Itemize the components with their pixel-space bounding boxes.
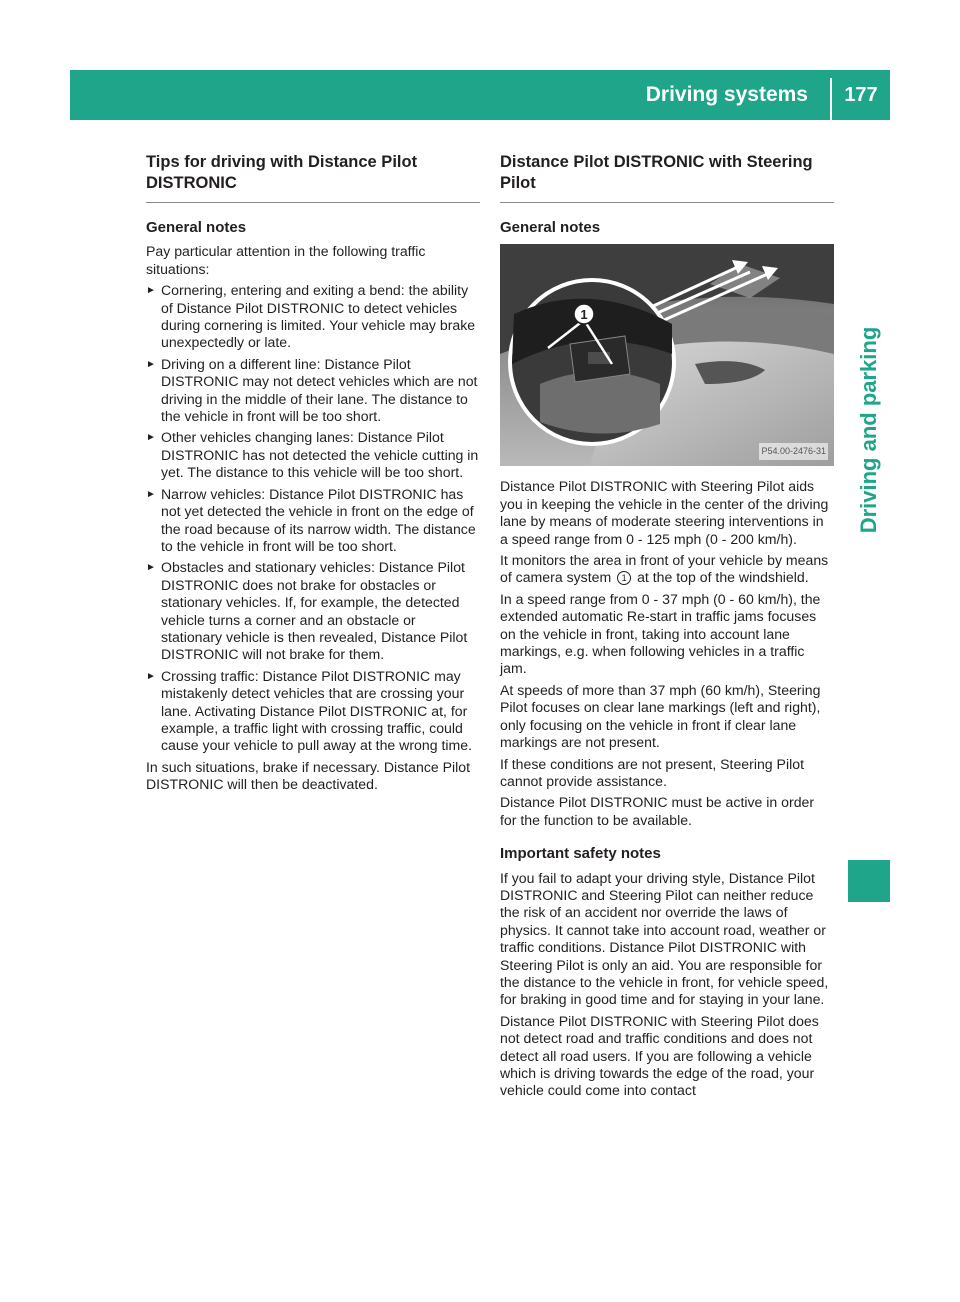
windshield-illustration: [500, 244, 834, 466]
header-bar: [70, 70, 890, 120]
figure-callout-1: 1: [580, 307, 588, 323]
right-section-title: Distance Pilot DISTRONIC with Steering Pilot: [500, 152, 834, 203]
bullet-icon: ►: [146, 488, 156, 500]
list-item: [146, 668, 480, 755]
list-item: [146, 282, 480, 352]
right-p5: If these conditions are not present, Steering Pilot cannot provide assistance.: [500, 755, 804, 789]
right-p2-before: It monitors the area in front of your vehicle by means of camera system: [500, 552, 829, 586]
bullet-icon: ►: [146, 670, 156, 682]
chapter-tab-label: Driving and parking: [856, 326, 881, 534]
callout-1-icon: 1: [617, 571, 631, 585]
bullet-icon: ►: [146, 562, 156, 574]
bullet-icon: ►: [146, 358, 156, 370]
bullet-icon: ►: [146, 285, 156, 297]
list-item-text: Driving on a different line: Distance Pilot DISTRONIC may not detect vehicles which are not driving in the middle of their lane. The distance to the vehicle in front will be too short.: [161, 355, 478, 425]
chapter-tab: [848, 250, 890, 610]
safety-p1: If you fail to adapt your driving style, Distance Pilot DISTRONIC and Steering Pilot can neither reduce the risk of an accident nor override the laws of physics. It cannot take into account road, weather or traffic conditions. Distance Pilot DISTRONIC with Steering Pilot is only an aid. You are responsible for the distance to the vehicle in front, for vehicle speed, for braking in good time and for staying in your lane.: [500, 869, 829, 1008]
right-p3: In a speed range from 0 - 37 mph (0 - 60 km/h), the extended automatic Re-start in traffic jams focuses on the vehicle in front, taking into account lane markings, e.g. when following vehicles in a traffic jam.: [500, 590, 821, 677]
left-section-title: Tips for driving with Distance Pilot DISTRONIC: [146, 152, 480, 203]
list-item: [146, 356, 480, 426]
right-column: [500, 152, 834, 1104]
list-item-text: Cornering, entering and exiting a bend: the ability of Distance Pilot DISTRONIC to detect vehicles during cornering is limited. Your vehicle may brake unexpectedly or late.: [161, 282, 476, 351]
list-item-text: Crossing traffic: Distance Pilot DISTRONIC may mistakenly detect vehicles that are crossing your lane. Activating Distance Pilot DISTRONIC at, for example, a traffic light with crossing traffic, could cause your vehicle to pull away at the wrong time.: [161, 667, 473, 754]
list-item: [146, 486, 480, 556]
left-closing: In such situations, brake if necessary. Distance Pilot DISTRONIC will then be deactivated.: [146, 758, 471, 793]
safety-p2: Distance Pilot DISTRONIC with Steering Pilot does not detect road and traffic conditions and does not detect all road users. If you are following a vehicle which is driving towards the edge of the road, your vehicle could come into contact: [500, 1012, 819, 1099]
safety-notes-heading: Important safety notes: [500, 845, 661, 863]
page-number: 177: [844, 84, 878, 106]
left-column: [146, 152, 480, 798]
right-p1: Distance Pilot DISTRONIC with Steering Pilot aids you in keeping the vehicle in the center of the driving lane by means of moderate steering interventions in a speed range from 0 - 125 mph (0 - 200 km/h).: [500, 478, 829, 547]
list-item: [146, 429, 480, 481]
right-p4: At speeds of more than 37 mph (60 km/h), Steering Pilot focuses on clear lane markings (left and right), only focusing on the vehicle in front if clear lane markings are not present.: [500, 681, 821, 751]
bullet-icon: ►: [146, 432, 156, 444]
left-general-notes-heading: General notes: [146, 219, 247, 236]
left-intro: Pay particular attention in the following traffic situations:: [146, 243, 426, 277]
list-item-text: Obstacles and stationary vehicles: Distance Pilot DISTRONIC does not brake for obstacles or stationary vehicles. If, for example, the detected vehicle turns a corner and an obstacle or stationary vehicle is then revealed, Distance Pilot DISTRONIC will not brake for them.: [161, 559, 468, 663]
right-general-notes-heading: General notes: [500, 219, 601, 236]
right-p2: [500, 552, 834, 587]
right-p2-after: at the top of the windshield.: [637, 569, 809, 586]
camera-system-figure: [500, 244, 834, 466]
chapter-marker: [848, 860, 890, 902]
list-item-text: Narrow vehicles: Distance Pilot DISTRONIC has not yet detected the vehicle in front on the edge of the road because of its narrow width. The distance to the vehicle in front will be too short.: [161, 485, 476, 554]
right-p6: Distance Pilot DISTRONIC must be active in order for the function to be available.: [500, 794, 815, 828]
figure-code: P54.00-2476-31: [759, 443, 828, 460]
traffic-situations-list: [146, 282, 480, 755]
list-item-text: Other vehicles changing lanes: Distance Pilot DISTRONIC has not detected the vehicle cutting in yet. The distance to this vehicle will be too short.: [161, 429, 479, 481]
list-item: [146, 559, 480, 663]
section-title: Driving systems: [645, 83, 808, 106]
